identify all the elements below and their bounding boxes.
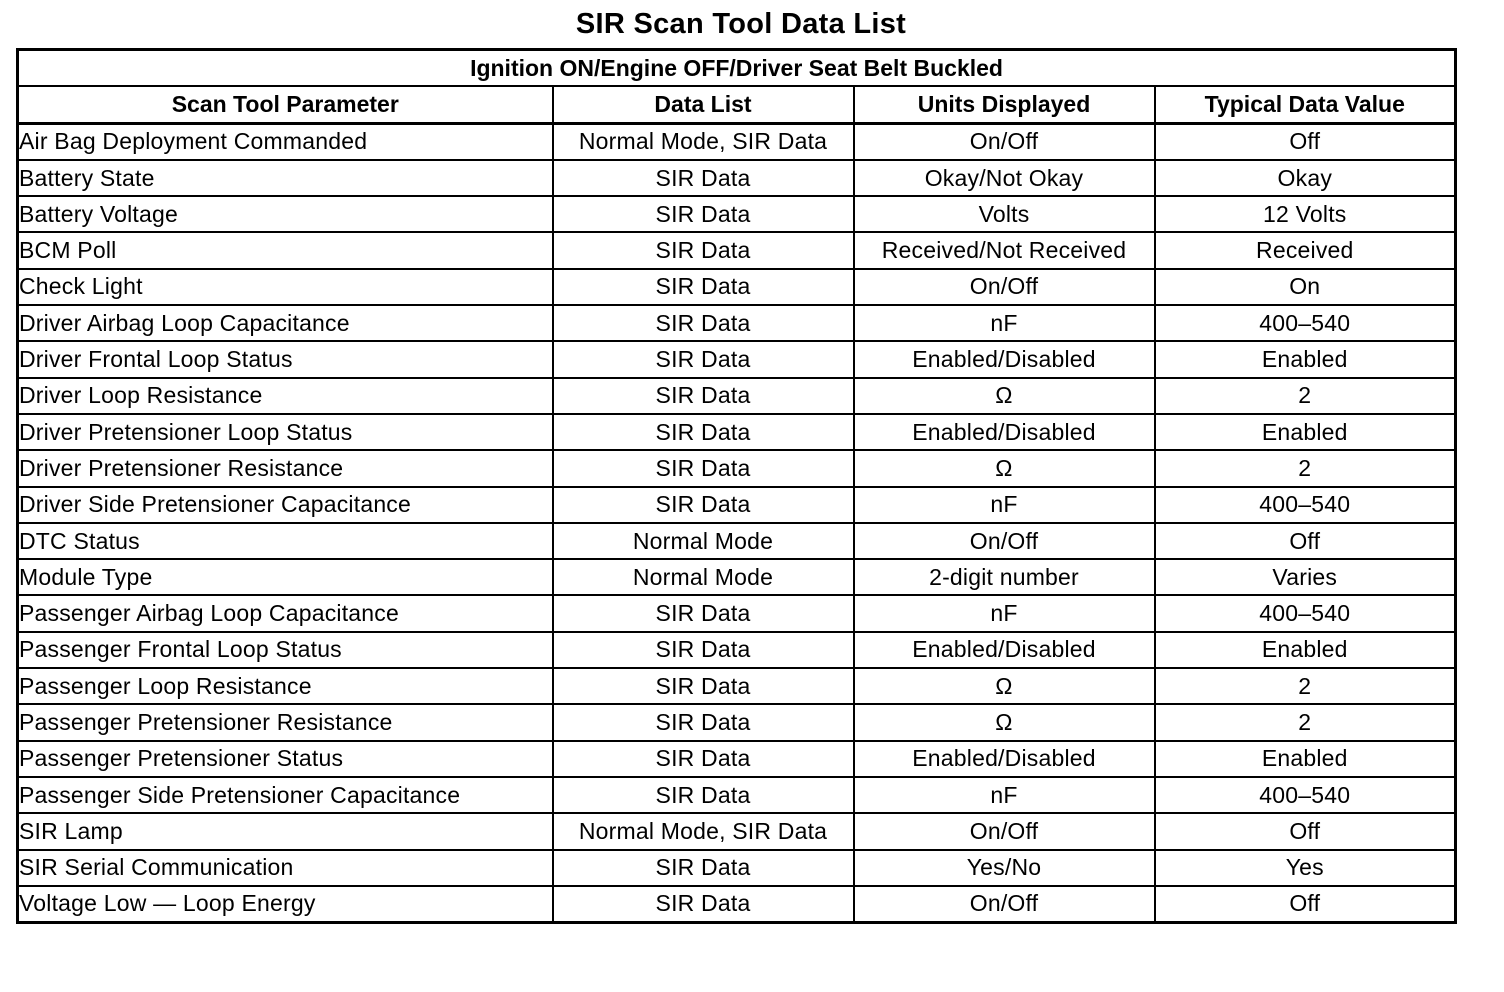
table-row — [18, 632, 1456, 668]
table-row — [18, 196, 1456, 232]
data-list-cell: SIR Data — [553, 595, 854, 631]
typical-value-cell: Enabled — [1155, 414, 1456, 450]
data-list-cell: SIR Data — [553, 160, 854, 196]
parameter-cell: Passenger Loop Resistance — [18, 668, 553, 704]
parameter-cell: Driver Pretensioner Loop Status — [18, 414, 553, 450]
units-cell: nF — [854, 595, 1155, 631]
parameter-cell: SIR Serial Communication — [18, 850, 553, 886]
data-list-cell: Normal Mode, SIR Data — [553, 123, 854, 160]
typical-value-cell: On — [1155, 269, 1456, 305]
units-cell: Ω — [854, 378, 1155, 414]
typical-value-cell: Off — [1155, 523, 1456, 559]
typical-value-cell: Yes — [1155, 850, 1456, 886]
table-row — [18, 704, 1456, 740]
data-list-cell: SIR Data — [553, 232, 854, 268]
parameter-cell: BCM Poll — [18, 232, 553, 268]
units-cell: Ω — [854, 450, 1155, 486]
table-row — [18, 741, 1456, 777]
page-title: SIR Scan Tool Data List — [575, 8, 907, 40]
typical-value-cell: Enabled — [1155, 741, 1456, 777]
data-list-cell: SIR Data — [553, 414, 854, 450]
table-row — [18, 523, 1456, 559]
condition-row — [18, 50, 1456, 87]
typical-value-cell: Off — [1155, 813, 1456, 849]
parameter-cell: Passenger Frontal Loop Status — [18, 632, 553, 668]
data-list-cell: SIR Data — [553, 777, 854, 813]
typical-value-cell: 2 — [1155, 668, 1456, 704]
units-cell: nF — [854, 487, 1155, 523]
table-row — [18, 160, 1456, 196]
parameter-cell: SIR Lamp — [18, 813, 553, 849]
typical-value-cell: 400–540 — [1155, 487, 1456, 523]
table-row — [18, 595, 1456, 631]
column-header-row — [18, 86, 1456, 123]
data-list-cell: SIR Data — [553, 269, 854, 305]
parameter-cell: Check Light — [18, 269, 553, 305]
parameter-cell: Driver Airbag Loop Capacitance — [18, 305, 553, 341]
table-row — [18, 341, 1456, 377]
column-header-data-list: Data List — [553, 86, 854, 123]
units-cell: On/Off — [854, 269, 1155, 305]
table-row — [18, 886, 1456, 923]
units-cell: Ω — [854, 668, 1155, 704]
data-list-cell: Normal Mode — [553, 559, 854, 595]
data-list-cell: SIR Data — [553, 632, 854, 668]
typical-value-cell: 400–540 — [1155, 777, 1456, 813]
typical-value-cell: Okay — [1155, 160, 1456, 196]
condition-header: Ignition ON/Engine OFF/Driver Seat Belt Buckled — [18, 50, 1456, 87]
units-cell: Enabled/Disabled — [854, 341, 1155, 377]
typical-value-cell: 400–540 — [1155, 595, 1456, 631]
typical-value-cell: 2 — [1155, 704, 1456, 740]
table-row — [18, 668, 1456, 704]
data-list-cell: SIR Data — [553, 668, 854, 704]
units-cell: On/Off — [854, 813, 1155, 849]
parameter-cell: Voltage Low — Loop Energy — [18, 886, 553, 923]
units-cell: Ω — [854, 704, 1155, 740]
units-cell: On/Off — [854, 523, 1155, 559]
table-row — [18, 450, 1456, 486]
parameter-cell: DTC Status — [18, 523, 553, 559]
parameter-cell: Air Bag Deployment Commanded — [18, 123, 553, 160]
data-table — [16, 48, 1457, 924]
parameter-cell: Passenger Pretensioner Resistance — [18, 704, 553, 740]
units-cell: Okay/Not Okay — [854, 160, 1155, 196]
typical-value-cell: 2 — [1155, 378, 1456, 414]
typical-value-cell: Varies — [1155, 559, 1456, 595]
column-header-parameter: Scan Tool Parameter — [18, 86, 553, 123]
units-cell: nF — [854, 777, 1155, 813]
units-cell: 2-digit number — [854, 559, 1155, 595]
data-list-cell: SIR Data — [553, 196, 854, 232]
data-list-cell: SIR Data — [553, 886, 854, 923]
parameter-cell: Module Type — [18, 559, 553, 595]
table-row — [18, 123, 1456, 160]
table-row — [18, 813, 1456, 849]
table-body — [18, 123, 1456, 923]
column-header-typical: Typical Data Value — [1155, 86, 1456, 123]
data-list-cell: SIR Data — [553, 850, 854, 886]
table-row — [18, 777, 1456, 813]
table-row — [18, 414, 1456, 450]
parameter-cell: Driver Pretensioner Resistance — [18, 450, 553, 486]
data-list-cell: SIR Data — [553, 741, 854, 777]
data-list-cell: SIR Data — [553, 305, 854, 341]
parameter-cell: Passenger Airbag Loop Capacitance — [18, 595, 553, 631]
units-cell: Enabled/Disabled — [854, 414, 1155, 450]
units-cell: Volts — [854, 196, 1155, 232]
parameter-cell: Battery Voltage — [18, 196, 553, 232]
typical-value-cell: Enabled — [1155, 632, 1456, 668]
typical-value-cell: 12 Volts — [1155, 196, 1456, 232]
column-header-units: Units Displayed — [854, 86, 1155, 123]
table-row — [18, 232, 1456, 268]
units-cell: Enabled/Disabled — [854, 741, 1155, 777]
units-cell: On/Off — [854, 123, 1155, 160]
data-list-cell: SIR Data — [553, 450, 854, 486]
parameter-cell: Driver Loop Resistance — [18, 378, 553, 414]
typical-value-cell: Received — [1155, 232, 1456, 268]
typical-value-cell: Off — [1155, 886, 1456, 923]
table-row — [18, 850, 1456, 886]
units-cell: On/Off — [854, 886, 1155, 923]
table-row — [18, 487, 1456, 523]
parameter-cell: Passenger Pretensioner Status — [18, 741, 553, 777]
units-cell: Received/Not Received — [854, 232, 1155, 268]
data-list-cell: Normal Mode, SIR Data — [553, 813, 854, 849]
units-cell: Enabled/Disabled — [854, 632, 1155, 668]
units-cell: nF — [854, 305, 1155, 341]
typical-value-cell: Enabled — [1155, 341, 1456, 377]
typical-value-cell: Off — [1155, 123, 1456, 160]
parameter-cell: Passenger Side Pretensioner Capacitance — [18, 777, 553, 813]
data-list-cell: SIR Data — [553, 378, 854, 414]
typical-value-cell: 2 — [1155, 450, 1456, 486]
data-list-cell: Normal Mode — [553, 523, 854, 559]
table-row — [18, 305, 1456, 341]
parameter-cell: Driver Side Pretensioner Capacitance — [18, 487, 553, 523]
table-row — [18, 378, 1456, 414]
parameter-cell: Driver Frontal Loop Status — [18, 341, 553, 377]
data-list-cell: SIR Data — [553, 341, 854, 377]
typical-value-cell: 400–540 — [1155, 305, 1456, 341]
data-list-cell: SIR Data — [553, 704, 854, 740]
data-list-cell: SIR Data — [553, 487, 854, 523]
units-cell: Yes/No — [854, 850, 1155, 886]
table-row — [18, 269, 1456, 305]
parameter-cell: Battery State — [18, 160, 553, 196]
table-row — [18, 559, 1456, 595]
